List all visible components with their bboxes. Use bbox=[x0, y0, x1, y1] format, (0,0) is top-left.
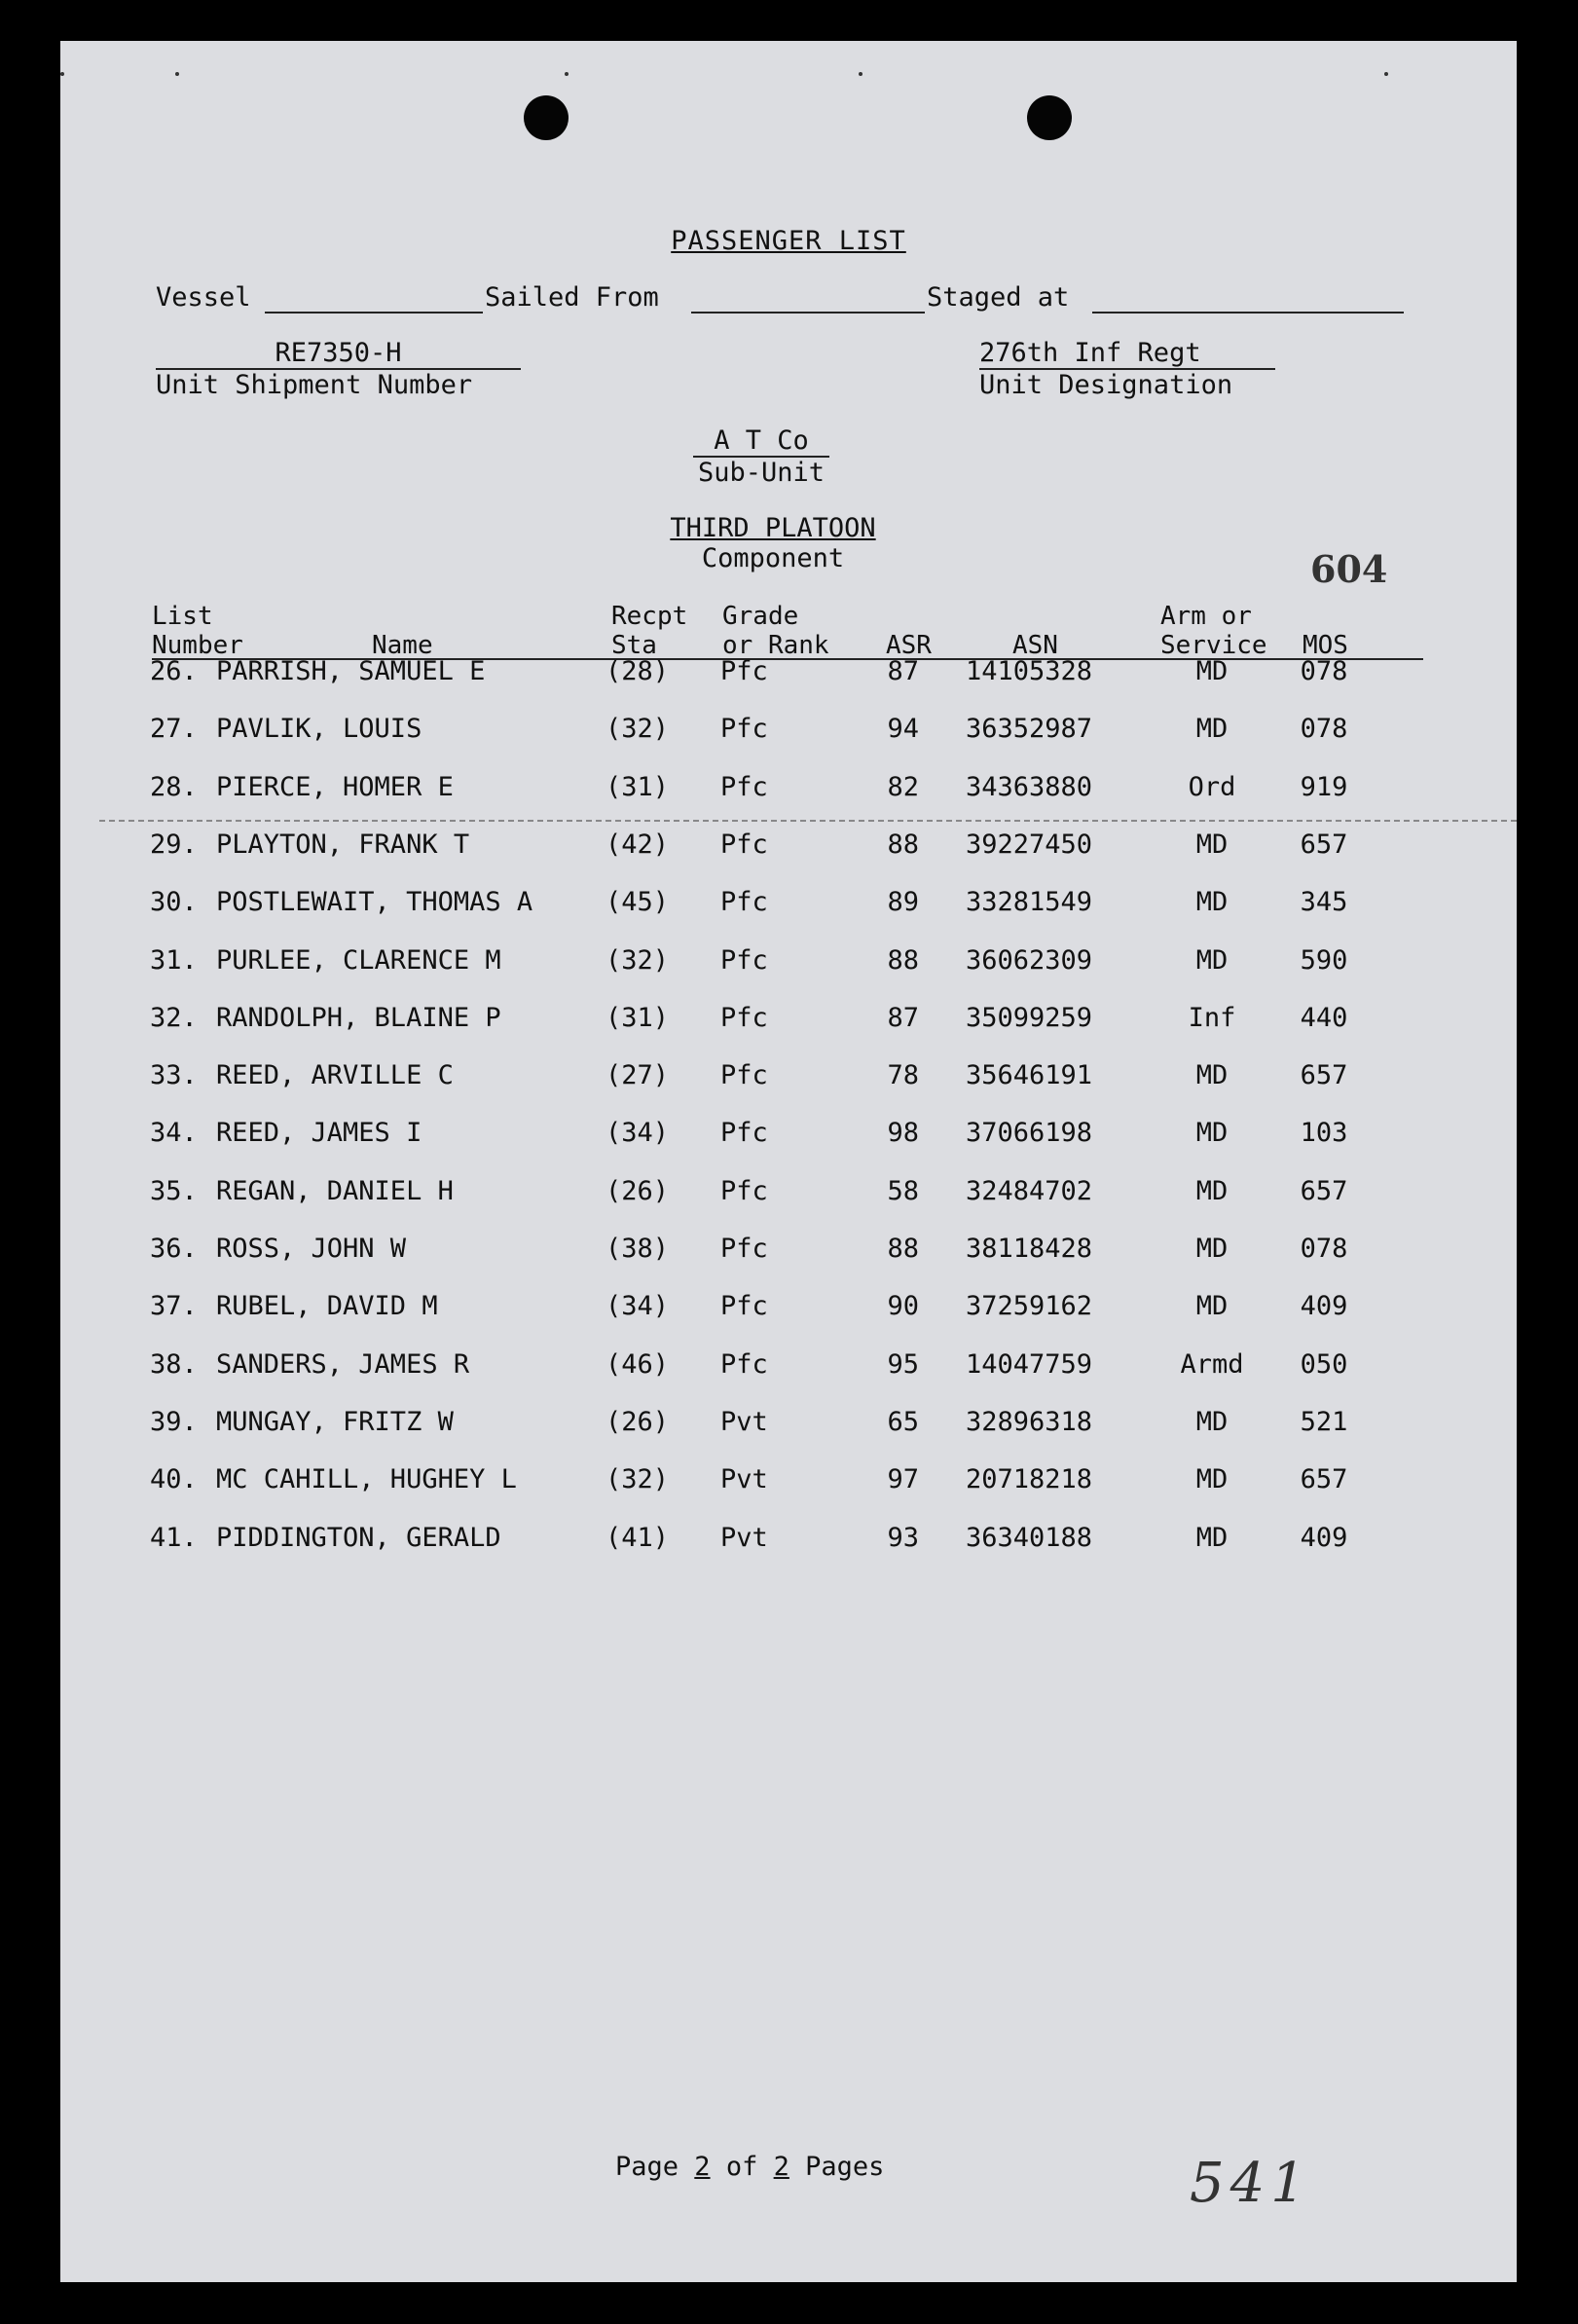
cell-grade: Pvt bbox=[720, 1406, 768, 1437]
col-arm-service: Arm or Service bbox=[1160, 602, 1267, 660]
cell-mos: 521 bbox=[1300, 1406, 1348, 1437]
cell-name: SANDERS, JAMES R bbox=[216, 1348, 470, 1380]
table-row bbox=[60, 1234, 1517, 1273]
staged-at-field bbox=[1092, 312, 1404, 314]
cell-num: 39. bbox=[150, 1406, 198, 1437]
cell-asn: 37066198 bbox=[966, 1118, 1093, 1149]
cell-num: 32. bbox=[150, 1002, 198, 1033]
cell-asn: 20718218 bbox=[966, 1464, 1093, 1495]
cell-arm: MD bbox=[1195, 656, 1229, 686]
speck bbox=[565, 72, 569, 76]
speck bbox=[175, 72, 179, 76]
punch-hole-left bbox=[524, 95, 569, 140]
cell-mos: 590 bbox=[1300, 944, 1348, 976]
cell-mos: 657 bbox=[1300, 1060, 1348, 1091]
cell-name: RANDOLPH, BLAINE P bbox=[216, 1002, 501, 1033]
sub-unit: A T Co bbox=[693, 426, 829, 458]
cell-num: 27. bbox=[150, 714, 198, 745]
cell-sta: (45) bbox=[606, 887, 670, 918]
pages-word: Pages bbox=[805, 2152, 885, 2182]
cell-name: RUBEL, DAVID M bbox=[216, 1291, 438, 1322]
cell-asr: 65 bbox=[887, 1406, 919, 1437]
cell-num: 38. bbox=[150, 1348, 198, 1380]
sailed-from-field bbox=[691, 312, 925, 314]
cell-arm: MD bbox=[1195, 1175, 1229, 1206]
cell-grade: Pvt bbox=[720, 1464, 768, 1495]
table-row bbox=[60, 1003, 1517, 1042]
cell-mos: 078 bbox=[1300, 656, 1348, 686]
cell-num: 35. bbox=[150, 1175, 198, 1206]
cell-num: 31. bbox=[150, 944, 198, 976]
unit-designation-label: Unit Designation bbox=[979, 370, 1233, 400]
col-name: Name bbox=[372, 631, 433, 660]
of-word: of bbox=[725, 2152, 758, 2182]
cell-sta: (31) bbox=[606, 771, 670, 802]
cell-asn: 36340188 bbox=[966, 1522, 1093, 1553]
cell-grade: Pfc bbox=[720, 1291, 768, 1322]
cell-asr: 90 bbox=[887, 1291, 919, 1322]
cell-arm: MD bbox=[1195, 1522, 1229, 1553]
table-row bbox=[60, 945, 1517, 984]
cell-name: PARRISH, SAMUEL E bbox=[216, 656, 486, 686]
cell-sta: (26) bbox=[606, 1175, 670, 1206]
cell-arm: MD bbox=[1195, 944, 1229, 976]
cell-sta: (46) bbox=[606, 1348, 670, 1380]
table-row bbox=[60, 656, 1517, 695]
col-list-number: List Number bbox=[152, 602, 243, 660]
cell-sta: (38) bbox=[606, 1234, 670, 1264]
cell-sta: (34) bbox=[606, 1118, 670, 1149]
cell-num: 40. bbox=[150, 1464, 198, 1495]
cell-grade: Pfc bbox=[720, 1348, 768, 1380]
cell-name: REED, ARVILLE C bbox=[216, 1060, 454, 1091]
cell-asn: 37259162 bbox=[966, 1291, 1093, 1322]
cell-asn: 38118428 bbox=[966, 1234, 1093, 1264]
cell-mos: 409 bbox=[1300, 1291, 1348, 1322]
cell-grade: Pfc bbox=[720, 829, 768, 860]
cell-asr: 97 bbox=[887, 1464, 919, 1495]
cell-asr: 94 bbox=[887, 714, 919, 745]
table-row bbox=[60, 1523, 1517, 1562]
cell-arm: MD bbox=[1195, 887, 1229, 918]
cell-asn: 34363880 bbox=[966, 771, 1093, 802]
cell-name: POSTLEWAIT, THOMAS A bbox=[216, 887, 533, 918]
cell-asr: 78 bbox=[887, 1060, 919, 1091]
cell-grade: Pfc bbox=[720, 1175, 768, 1206]
cell-name: MC CAHILL, HUGHEY L bbox=[216, 1464, 517, 1495]
cell-asr: 93 bbox=[887, 1522, 919, 1553]
cell-asn: 32484702 bbox=[966, 1175, 1093, 1206]
cell-arm: MD bbox=[1195, 1291, 1229, 1322]
cell-mos: 657 bbox=[1300, 829, 1348, 860]
cell-name: PAVLIK, LOUIS bbox=[216, 714, 422, 745]
cell-grade: Pfc bbox=[720, 771, 768, 802]
cell-mos: 050 bbox=[1300, 1348, 1348, 1380]
cell-grade: Pfc bbox=[720, 1118, 768, 1149]
cell-arm: MD bbox=[1195, 1464, 1229, 1495]
cell-num: 30. bbox=[150, 887, 198, 918]
cell-mos: 078 bbox=[1300, 714, 1348, 745]
table-row bbox=[60, 1464, 1517, 1503]
cell-mos: 345 bbox=[1300, 887, 1348, 918]
speck bbox=[859, 72, 862, 76]
page-total: 2 bbox=[773, 2152, 789, 2182]
cell-name: MUNGAY, FRITZ W bbox=[216, 1406, 454, 1437]
cell-asr: 87 bbox=[887, 656, 919, 686]
document-title: PASSENGER LIST bbox=[671, 226, 906, 256]
table-row bbox=[60, 1176, 1517, 1215]
cell-name: REED, JAMES I bbox=[216, 1118, 422, 1149]
cell-grade: Pfc bbox=[720, 944, 768, 976]
cell-sta: (34) bbox=[606, 1291, 670, 1322]
cell-grade: Pfc bbox=[720, 1060, 768, 1091]
cell-arm: Inf bbox=[1188, 1002, 1236, 1033]
page-current: 2 bbox=[694, 2152, 711, 2182]
vessel-label: Vessel bbox=[156, 282, 251, 313]
cell-asr: 98 bbox=[887, 1118, 919, 1149]
component: THIRD PLATOON bbox=[670, 513, 876, 543]
cell-name: REGAN, DANIEL H bbox=[216, 1175, 454, 1206]
cell-asn: 35646191 bbox=[966, 1060, 1093, 1091]
cell-num: 33. bbox=[150, 1060, 198, 1091]
cell-num: 26. bbox=[150, 656, 198, 686]
cell-sta: (32) bbox=[606, 714, 670, 745]
speck bbox=[60, 72, 64, 76]
page-indicator bbox=[615, 2152, 884, 2182]
cell-sta: (41) bbox=[606, 1522, 670, 1553]
cell-arm: MD bbox=[1195, 1234, 1229, 1264]
unit-shipment-number: RE7350-H bbox=[156, 339, 521, 370]
cell-asn: 36352987 bbox=[966, 714, 1093, 745]
speck bbox=[1384, 72, 1388, 76]
cell-asr: 89 bbox=[887, 887, 919, 918]
cell-asn: 14047759 bbox=[966, 1348, 1093, 1380]
staged-at-label: Staged at bbox=[927, 282, 1070, 313]
cell-num: 41. bbox=[150, 1522, 198, 1553]
cell-arm: MD bbox=[1195, 1060, 1229, 1091]
sub-unit-label: Sub-Unit bbox=[697, 458, 826, 488]
cell-name: PIDDINGTON, GERALD bbox=[216, 1522, 501, 1553]
table-row bbox=[60, 1349, 1517, 1388]
stamp-number: 604 bbox=[1310, 547, 1388, 591]
cell-mos: 409 bbox=[1300, 1522, 1348, 1553]
cell-grade: Pfc bbox=[720, 656, 768, 686]
cell-asr: 82 bbox=[887, 771, 919, 802]
cell-asr: 58 bbox=[887, 1175, 919, 1206]
cell-grade: Pvt bbox=[720, 1522, 768, 1553]
cell-sta: (31) bbox=[606, 1002, 670, 1033]
cell-mos: 440 bbox=[1300, 1002, 1348, 1033]
table-row bbox=[60, 1060, 1517, 1099]
cell-sta: (27) bbox=[606, 1060, 670, 1091]
cell-sta: (32) bbox=[606, 1464, 670, 1495]
col-mos: MOS bbox=[1303, 631, 1348, 660]
table-row bbox=[60, 887, 1517, 926]
vessel-field bbox=[265, 312, 483, 314]
cell-arm: MD bbox=[1195, 1118, 1229, 1149]
cell-asn: 33281549 bbox=[966, 887, 1093, 918]
cell-sta: (28) bbox=[606, 656, 670, 686]
cell-num: 36. bbox=[150, 1234, 198, 1264]
cell-name: PIERCE, HOMER E bbox=[216, 771, 454, 802]
cell-mos: 657 bbox=[1300, 1175, 1348, 1206]
cell-sta: (42) bbox=[606, 829, 670, 860]
cell-asn: 35099259 bbox=[966, 1002, 1093, 1033]
unit-designation: 276th Inf Regt bbox=[979, 339, 1275, 370]
cell-asn: 32896318 bbox=[966, 1406, 1093, 1437]
cell-sta: (32) bbox=[606, 944, 670, 976]
component-label: Component bbox=[701, 543, 845, 573]
cell-name: PLAYTON, FRANK T bbox=[216, 829, 470, 860]
table-row bbox=[60, 772, 1517, 811]
table-row bbox=[60, 1118, 1517, 1157]
table-row bbox=[60, 1291, 1517, 1330]
cell-num: 29. bbox=[150, 829, 198, 860]
col-asn: ASN bbox=[1012, 631, 1058, 660]
cell-asr: 88 bbox=[887, 829, 919, 860]
col-asr: ASR bbox=[886, 631, 932, 660]
cell-mos: 078 bbox=[1300, 1234, 1348, 1264]
punch-hole-right bbox=[1027, 95, 1072, 140]
table-row bbox=[60, 714, 1517, 753]
cell-num: 34. bbox=[150, 1118, 198, 1149]
cell-asr: 88 bbox=[887, 944, 919, 976]
cell-mos: 657 bbox=[1300, 1464, 1348, 1495]
cell-sta: (26) bbox=[606, 1406, 670, 1437]
cell-num: 28. bbox=[150, 771, 198, 802]
cell-asr: 88 bbox=[887, 1234, 919, 1264]
cell-grade: Pfc bbox=[720, 714, 768, 745]
col-recpt-sta: Recpt Sta bbox=[611, 602, 688, 660]
cell-grade: Pfc bbox=[720, 1234, 768, 1264]
cell-grade: Pfc bbox=[720, 887, 768, 918]
unit-shipment-number-label: Unit Shipment Number bbox=[156, 370, 473, 400]
table-row bbox=[60, 1407, 1517, 1446]
cell-asr: 87 bbox=[887, 1002, 919, 1033]
cell-mos: 919 bbox=[1300, 771, 1348, 802]
sailed-from-label: Sailed From bbox=[485, 282, 659, 313]
table-row bbox=[60, 830, 1517, 868]
cell-arm: Armd bbox=[1180, 1348, 1244, 1380]
cell-grade: Pfc bbox=[720, 1002, 768, 1033]
cell-arm: MD bbox=[1195, 1406, 1229, 1437]
cell-arm: MD bbox=[1195, 829, 1229, 860]
cell-arm: MD bbox=[1195, 714, 1229, 745]
fold-line bbox=[99, 820, 1517, 822]
col-grade: Grade or Rank bbox=[722, 602, 829, 660]
cell-asn: 14105328 bbox=[966, 656, 1093, 686]
cell-name: ROSS, JOHN W bbox=[216, 1234, 407, 1264]
cell-arm: Ord bbox=[1188, 771, 1236, 802]
handwritten-number: 541 bbox=[1190, 2152, 1311, 2215]
cell-asn: 39227450 bbox=[966, 829, 1093, 860]
cell-asn: 36062309 bbox=[966, 944, 1093, 976]
cell-num: 37. bbox=[150, 1291, 198, 1322]
document-page bbox=[60, 41, 1517, 2282]
cell-name: PURLEE, CLARENCE M bbox=[216, 944, 501, 976]
cell-asr: 95 bbox=[887, 1348, 919, 1380]
cell-mos: 103 bbox=[1300, 1118, 1348, 1149]
page-word: Page bbox=[615, 2152, 679, 2182]
